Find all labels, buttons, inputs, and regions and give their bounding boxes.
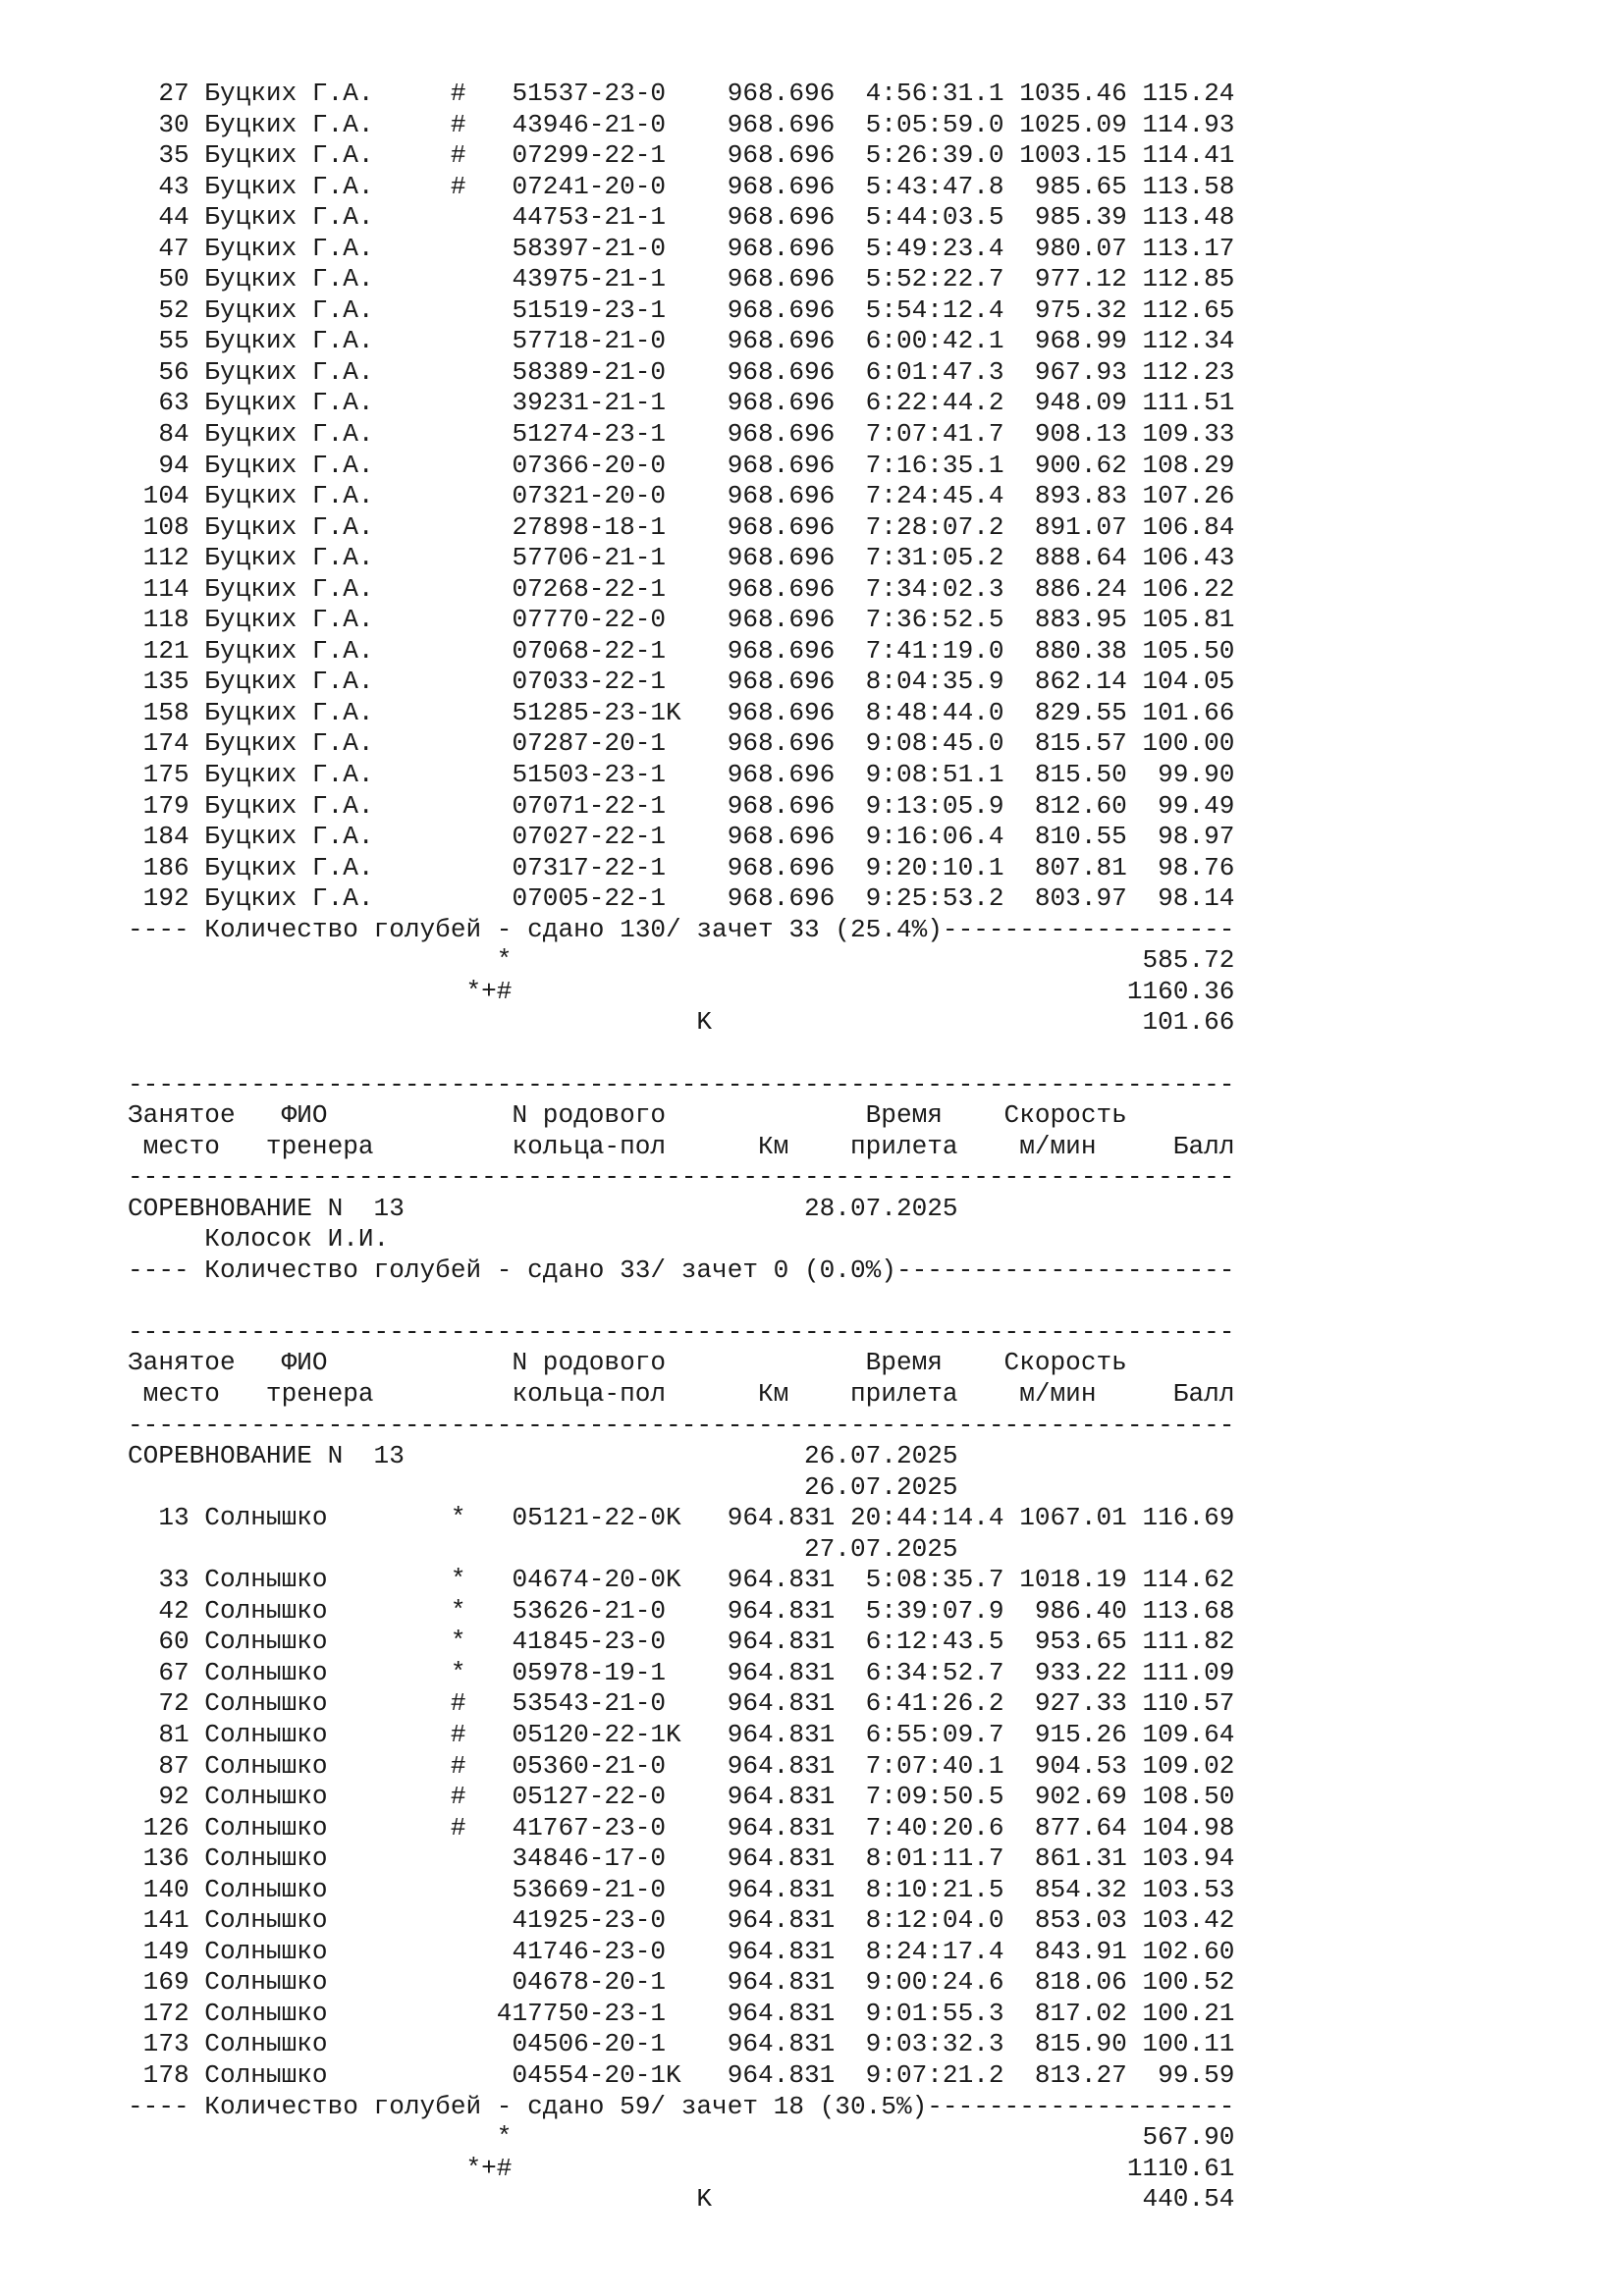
document-line: 30 Буцких Г.А. # 43946-21-0 968.696 5:05:59.0 1025.09 114.93 <box>128 109 1235 139</box>
document-line: * 585.72 <box>128 945 1235 976</box>
document-line: ---- Количество голубей - сдано 130/ зачет 33 (25.4%)------------------- <box>128 914 1235 944</box>
results-document <box>128 79 1234 2216</box>
document-line: 158 Буцких Г.А. 51285-23-1K 968.696 8:48:44.0 829.55 101.66 <box>128 697 1235 727</box>
document-line: 178 Солнышко 04554-20-1K 964.831 9:07:21.2 813.27 99.59 <box>128 2060 1235 2090</box>
document-line: ---- Количество голубей - сдано 59/ зачет 18 (30.5%)-------------------- <box>128 2091 1235 2121</box>
document-line: ------------------------------------------------------------------------ <box>128 1316 1235 1347</box>
document-line: 118 Буцких Г.А. 07770-22-0 968.696 7:36:52.5 883.95 105.81 <box>128 605 1235 635</box>
document-line: СОРЕВНОВАНИЕ N 13 28.07.2025 <box>128 1193 958 1223</box>
document-line: 35 Буцких Г.А. # 07299-22-1 968.696 5:26:39.0 1003.15 114.41 <box>128 140 1235 171</box>
document-line: *+# 1160.36 <box>128 976 1235 1006</box>
document-line: 27.07.2025 <box>128 1533 958 1564</box>
document-line: 172 Солнышко 417750-23-1 964.831 9:01:55.3 817.02 100.21 <box>128 1998 1235 2028</box>
document-line: 192 Буцких Г.А. 07005-22-1 968.696 9:25:53.2 803.97 98.14 <box>128 883 1235 914</box>
document-line: 173 Солнышко 04506-20-1 964.831 9:03:32.3 815.90 100.11 <box>128 2029 1235 2059</box>
document-line: 108 Буцких Г.А. 27898-18-1 968.696 7:28:07.2 891.07 106.84 <box>128 511 1235 542</box>
document-line: 56 Буцких Г.А. 58389-21-0 968.696 6:01:47.3 967.93 112.23 <box>128 356 1235 387</box>
document-line: 55 Буцких Г.А. 57718-21-0 968.696 6:00:42.1 968.99 112.34 <box>128 326 1235 356</box>
document-line: 84 Буцких Г.А. 51274-23-1 968.696 7:07:41.7 908.13 109.33 <box>128 419 1235 450</box>
document-line: 126 Солнышко # 41767-23-0 964.831 7:40:20.6 877.64 104.98 <box>128 1812 1235 1842</box>
document-line: 42 Солнышко * 53626-21-0 964.831 5:39:07.9 986.40 113.68 <box>128 1595 1235 1626</box>
document-line: 94 Буцких Г.А. 07366-20-0 968.696 7:16:35.1 900.62 108.29 <box>128 450 1235 480</box>
document-line: 43 Буцких Г.А. # 07241-20-0 968.696 5:43:47.8 985.65 113.58 <box>128 171 1235 201</box>
document-line <box>128 1039 1234 1070</box>
document-line: 60 Солнышко * 41845-23-0 964.831 6:12:43.5 953.65 111.82 <box>128 1627 1235 1657</box>
document-line: 47 Буцких Г.А. 58397-21-0 968.696 5:49:23.4 980.07 113.17 <box>128 233 1235 263</box>
document-line: * 567.90 <box>128 2122 1235 2153</box>
document-line: 27 Буцких Г.А. # 51537-23-0 968.696 4:56:31.1 1035.46 115.24 <box>128 79 1235 108</box>
document-line: 26.07.2025 <box>128 1471 958 1502</box>
document-line: 52 Буцких Г.А. 51519-23-1 968.696 5:54:12.4 975.32 112.65 <box>128 294 1235 325</box>
document-line: ------------------------------------------------------------------------ <box>128 1069 1235 1099</box>
document-line: СОРЕВНОВАНИЕ N 13 26.07.2025 <box>128 1441 958 1471</box>
document-line: 44 Буцких Г.А. 44753-21-1 968.696 5:44:03.5 985.39 113.48 <box>128 202 1235 233</box>
document-line: 92 Солнышко # 05127-22-0 964.831 7:09:50.5 902.69 108.50 <box>128 1782 1235 1812</box>
document-line: Занятое ФИО N родового Время Скорость <box>128 1100 1127 1131</box>
document-line: K 440.54 <box>128 2184 1235 2215</box>
document-line: Колосок И.И. <box>128 1224 390 1255</box>
document-line: 13 Солнышко * 05121-22-0K 964.831 20:44:14.4 1067.01 116.69 <box>128 1503 1235 1533</box>
document-line: 140 Солнышко 53669-21-0 964.831 8:10:21.5 854.32 103.53 <box>128 1874 1235 1904</box>
document-line: 67 Солнышко * 05978-19-1 964.831 6:34:52.7 933.22 111.09 <box>128 1657 1235 1687</box>
document-line: 33 Солнышко * 04674-20-0K 964.831 5:08:35.7 1018.19 114.62 <box>128 1565 1235 1595</box>
document-line: 149 Солнышко 41746-23-0 964.831 8:24:17.4 843.91 102.60 <box>128 1936 1235 1966</box>
document-line: K 101.66 <box>128 1007 1235 1038</box>
document-line: 121 Буцких Г.А. 07068-22-1 968.696 7:41:19.0 880.38 105.50 <box>128 635 1235 666</box>
document-line: *+# 1110.61 <box>128 2153 1235 2183</box>
document-line: 135 Буцких Г.А. 07033-22-1 968.696 8:04:35.9 862.14 104.05 <box>128 667 1235 697</box>
document-line: 141 Солнышко 41925-23-0 964.831 8:12:04.0 853.03 103.42 <box>128 1905 1235 1936</box>
document-line: 186 Буцких Г.А. 07317-22-1 968.696 9:20:10.1 807.81 98.76 <box>128 852 1235 882</box>
document-line: 179 Буцких Г.А. 07071-22-1 968.696 9:13:05.9 812.60 99.49 <box>128 790 1235 821</box>
document-line: 114 Буцких Г.А. 07268-22-1 968.696 7:34:02.3 886.24 106.22 <box>128 573 1235 604</box>
document-line: 112 Буцких Г.А. 57706-21-1 968.696 7:31:05.2 888.64 106.43 <box>128 543 1235 573</box>
document-line: 174 Буцких Г.А. 07287-20-1 968.696 9:08:45.0 815.57 100.00 <box>128 728 1235 759</box>
document-line: Занятое ФИО N родового Время Скорость <box>128 1348 1127 1378</box>
document-line <box>128 1286 1234 1317</box>
document-line: 50 Буцких Г.А. 43975-21-1 968.696 5:52:22.7 977.12 112.85 <box>128 264 1235 294</box>
document-line: ---- Количество голубей - сдано 33/ зачет 0 (0.0%)---------------------- <box>128 1255 1235 1285</box>
document-line: место тренера кольца-пол Км прилета м/мин Балл <box>128 1131 1235 1161</box>
document-line: 136 Солнышко 34846-17-0 964.831 8:01:11.7 861.31 103.94 <box>128 1843 1235 1874</box>
document-line: 72 Солнышко # 53543-21-0 964.831 6:41:26.2 927.33 110.57 <box>128 1688 1235 1719</box>
document-line: ------------------------------------------------------------------------ <box>128 1162 1235 1193</box>
document-line: 169 Солнышко 04678-20-1 964.831 9:00:24.6 818.06 100.52 <box>128 1967 1235 1998</box>
document-line: 81 Солнышко # 05120-22-1K 964.831 6:55:09.7 915.26 109.64 <box>128 1719 1235 1749</box>
document-line: 104 Буцких Г.А. 07321-20-0 968.696 7:24:45.4 893.83 107.26 <box>128 481 1235 511</box>
document-line: 63 Буцких Г.А. 39231-21-1 968.696 6:22:44.2 948.09 111.51 <box>128 388 1235 418</box>
document-line: 87 Солнышко # 05360-21-0 964.831 7:07:40.1 904.53 109.02 <box>128 1750 1235 1781</box>
document-line: 184 Буцких Г.А. 07027-22-1 968.696 9:16:06.4 810.55 98.97 <box>128 822 1235 852</box>
document-line: место тренера кольца-пол Км прилета м/мин Балл <box>128 1378 1235 1409</box>
document-line: ------------------------------------------------------------------------ <box>128 1410 1235 1440</box>
document-line: 175 Буцких Г.А. 51503-23-1 968.696 9:08:51.1 815.50 99.90 <box>128 760 1235 790</box>
